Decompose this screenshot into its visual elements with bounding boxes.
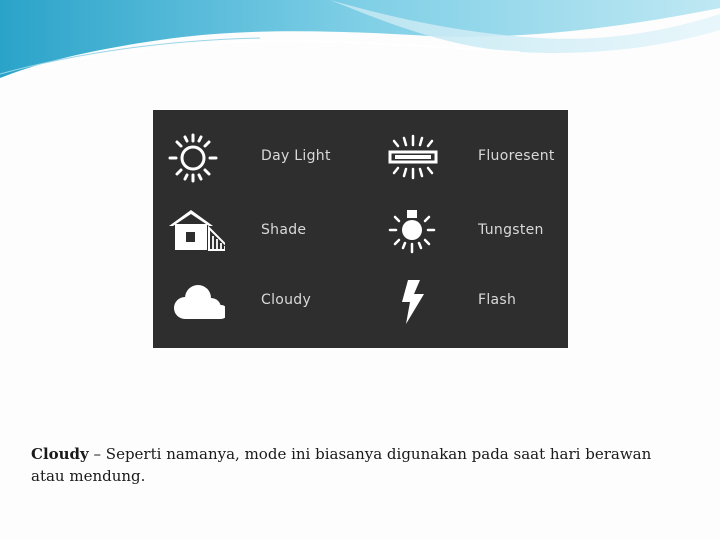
wb-mode-flash (370, 270, 570, 334)
wb-mode-cloudy (153, 270, 353, 334)
house-shade-icon (165, 206, 225, 258)
header-wave-decoration (0, 0, 720, 90)
caption-text: – Seperti namanya, mode ini biasanya digunakan pada saat hari berawan atau mendung. (31, 445, 652, 485)
caption-paragraph (31, 443, 681, 487)
wb-mode-fluorescent (370, 126, 570, 190)
wb-mode-label: Day Light (261, 148, 331, 164)
cloud-icon (165, 276, 225, 328)
wb-mode-label: Tungsten (478, 222, 544, 238)
white-balance-panel (153, 110, 568, 348)
wb-mode-label: Flash (478, 292, 517, 308)
fluorescent-lamp-icon (382, 132, 442, 184)
caption-term: Cloudy (31, 445, 89, 463)
wb-mode-daylight (153, 126, 353, 190)
wb-mode-tungsten (370, 200, 570, 264)
sun-icon (165, 132, 225, 184)
wb-mode-label: Cloudy (261, 292, 312, 308)
lightning-icon (382, 276, 442, 328)
wb-mode-label: Shade (261, 222, 307, 238)
wb-mode-label: Fluoresent (478, 148, 555, 164)
light-bulb-icon (382, 206, 442, 258)
wb-mode-shade (153, 200, 353, 264)
